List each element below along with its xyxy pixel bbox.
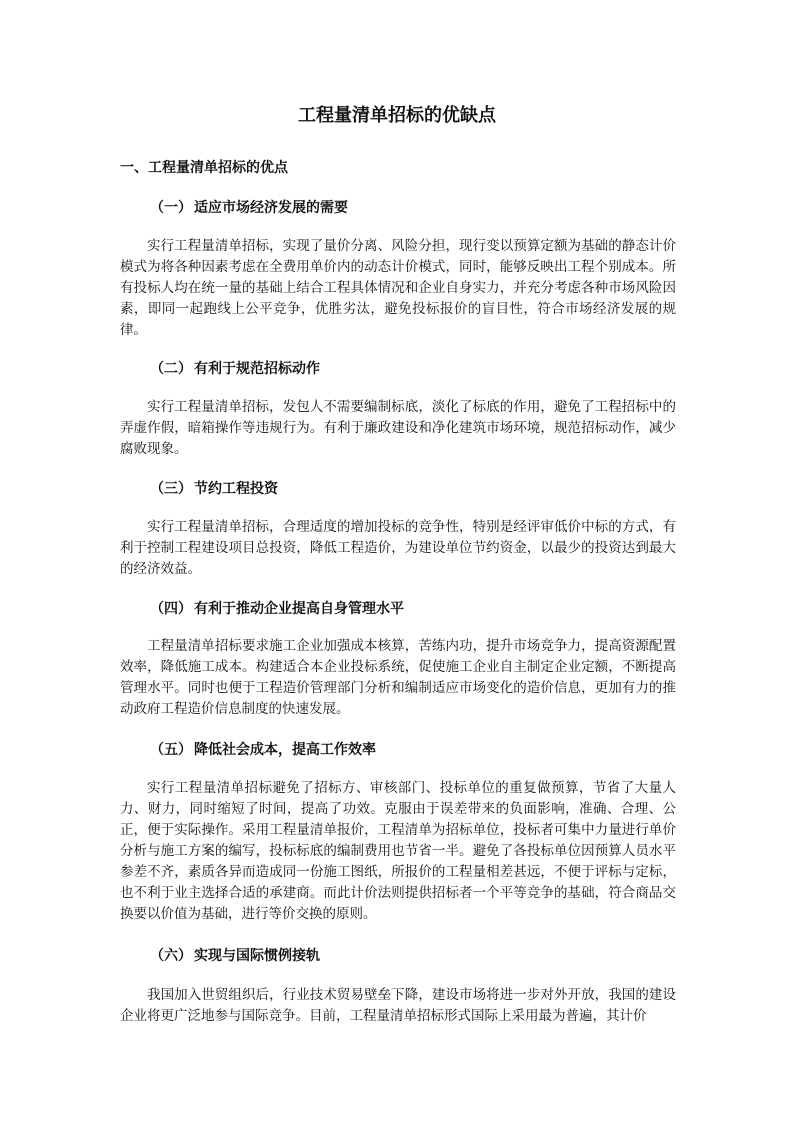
section-3-title: 节约工程投资: [194, 481, 278, 497]
section-5-heading: [150, 739, 376, 761]
part1-heading: 一、工程量清单招标的优点: [120, 160, 288, 176]
section-4-title: 有利于推动企业提高自身管理水平: [194, 601, 404, 617]
section-5-body: 实行工程量清单招标避免了招标方、审核部门、投标单位的重复做预算，节省了大量人力、财力，同时缩短了时间，提高了功效。克服由于误差带来的负面影响，准确、合理、公正，便于实际操作。采用工程量清单报价，工程清单为招标单位，投标者可集中力量进行单价分析与施工方案的编写，投标标底的编制费用也节省一半。避免了各投标单位因预算人员水平参差不齐，素质各异而造成同一份施工图纸，所报价的工程量相差甚远，不便于评标与定标，也不利于业主选择合适的承建商。而此计价法则提供招标者一个平等竞争的基础，符合商品交换要以价值为基础，进行等价交换的原则。: [120, 780, 676, 922]
section-3-number: （三）: [150, 481, 192, 497]
section-6-number: （六）: [150, 948, 192, 964]
section-4-number: （四）: [150, 601, 192, 617]
section-3-heading: [150, 478, 278, 500]
section-6-title: 实现与国际惯例接轨: [194, 948, 320, 964]
section-5-title: 降低社会成本，提高工作效率: [194, 742, 376, 758]
section-1-number: （一）: [150, 200, 192, 216]
section-3-body: 实行工程量清单招标，合理适度的增加投标的竞争性，特别是经评审低价中标的方式，有利于控制工程建设项目总投资，降低工程造价，为建设单位节约资金，以最少的投资达到最大的经济效益。: [120, 519, 676, 577]
section-2-body: 实行工程量清单招标，发包人不需要编制标底，淡化了标底的作用，避免了工程招标中的弄虚作假，暗箱操作等违规行为。有利于廉政建设和净化建筑市场环境，规范招标动作，减少腐败现象。: [120, 399, 676, 457]
document-title: 工程量清单招标的优缺点: [298, 105, 496, 126]
section-5-number: （五）: [150, 742, 192, 758]
section-2-title: 有利于规范招标动作: [194, 361, 320, 377]
section-6-body: 我国加入世贸组织后，行业技术贸易壁垒下降，建设市场将进一步对外开放，我国的建设企业将更广泛地参与国际竞争。目前，工程量清单招标形式国际上采用最为普遍，其计价: [120, 987, 676, 1024]
section-4-body: 工程量清单招标要求施工企业加强成本核算，苦练内功，提升市场竞争力，提高资源配置效率，降低施工成本。构建适合本企业投标系统，促使施工企业自主制定企业定额，不断提高管理水平。同时也便于工程造价管理部门分析和编制适应市场变化的造价信息，更加有力的推动政府工程造价信息制度的快速发展。: [120, 638, 676, 717]
section-1-title: 适应市场经济发展的需要: [194, 200, 348, 216]
section-1-heading: [150, 197, 348, 219]
section-4-heading: [150, 598, 404, 620]
section-2-number: （二）: [150, 361, 192, 377]
section-1-body: 实行工程量清单招标，实现了量价分离、风险分担，现行变以预算定额为基础的静态计价模式为将各种因素考虑在全费用单价内的动态计价模式，同时，能够反映出工程个别成本。所有投标人均在统一量的基础上结合工程具体情况和企业自身实力，并充分考虑各种市场风险因素，即同一起跑线上公平竞争，优胜劣汰，避免投标报价的盲目性，符合市场经济发展的规律。: [120, 238, 676, 338]
section-6-heading: [150, 945, 320, 967]
section-2-heading: [150, 358, 320, 380]
